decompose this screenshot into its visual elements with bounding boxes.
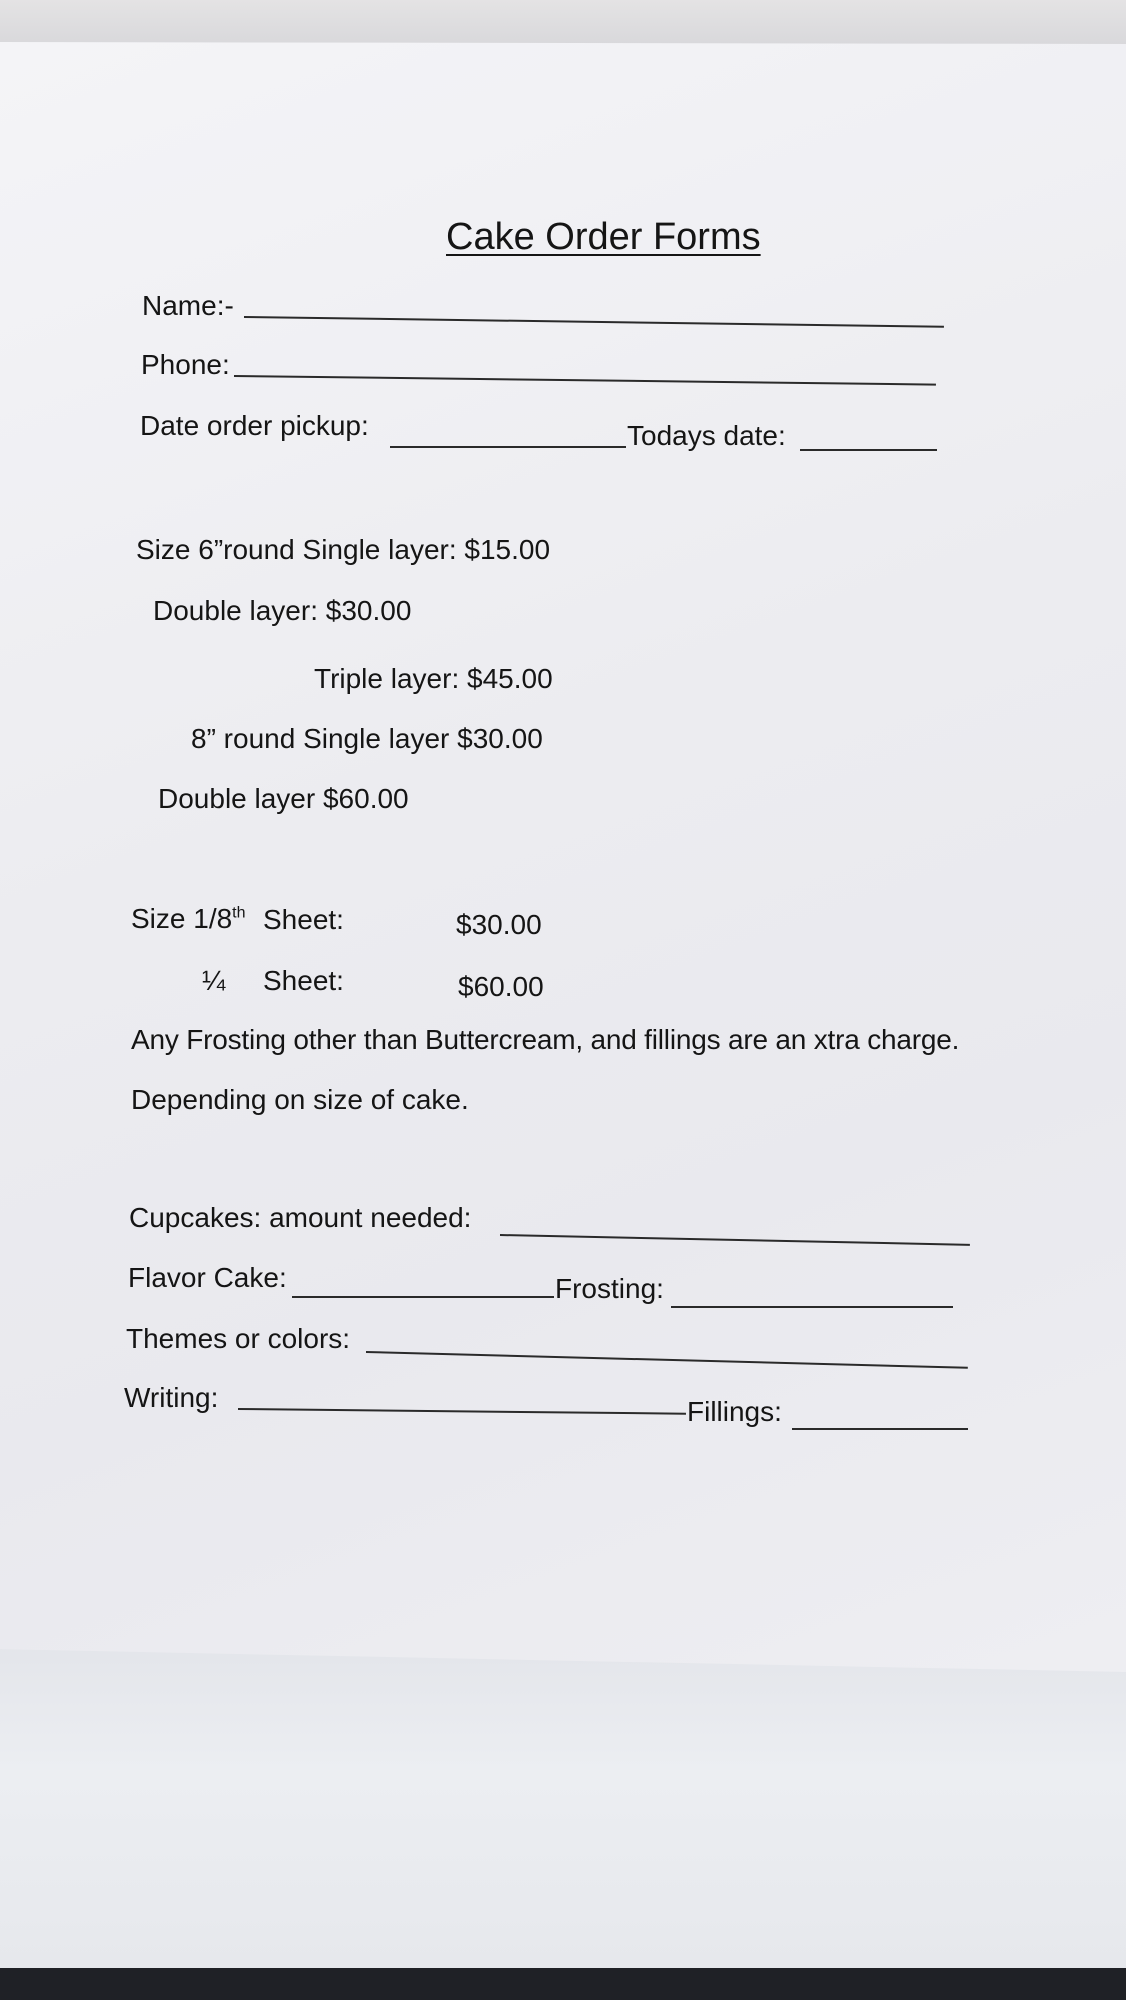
eighth-sheet-size-text: Size 1/8	[131, 903, 233, 934]
eight-inch-double-layer: Double layer $60.00	[158, 783, 409, 814]
flavor-cake-label: Flavor Cake:	[128, 1262, 287, 1293]
fillings-input-line[interactable]	[792, 1428, 968, 1430]
frosting-extra-charge-note: Any Frosting other than Buttercream, and fillings are an xtra charge.	[131, 1024, 960, 1055]
todays-date-input-line[interactable]	[800, 449, 937, 451]
eight-inch-single-layer: 8” round Single layer $30.00	[191, 723, 543, 754]
table-surface	[0, 1640, 1126, 1970]
six-inch-double-layer: Double layer: $30.00	[153, 595, 412, 626]
eighth-sheet-price: $30.00	[456, 909, 542, 940]
table-edge	[0, 1968, 1126, 2000]
flavor-cake-input-line[interactable]	[292, 1296, 554, 1298]
pickup-date-input-line[interactable]	[390, 446, 626, 448]
pickup-date-label: Date order pickup:	[140, 410, 369, 441]
themes-colors-label: Themes or colors:	[126, 1323, 351, 1354]
quarter-sheet-label: Sheet:	[263, 965, 344, 996]
six-inch-triple-layer: Triple layer: $45.00	[314, 663, 553, 694]
form-title: Cake Order Forms	[446, 216, 761, 258]
size-dependency-note: Depending on size of cake.	[131, 1084, 469, 1115]
name-label: Name:-	[142, 290, 234, 321]
fillings-label: Fillings:	[687, 1396, 782, 1427]
eighth-sheet-size	[131, 905, 246, 933]
quarter-sheet-price: $60.00	[458, 971, 544, 1002]
six-inch-single-layer: Size 6”round Single layer: $15.00	[136, 534, 551, 565]
cupcakes-label: Cupcakes: amount needed:	[129, 1202, 472, 1233]
todays-date-label: Todays date:	[627, 420, 786, 451]
writing-label: Writing:	[124, 1382, 219, 1413]
quarter-sheet-fraction: ¼	[202, 965, 226, 996]
frosting-input-line[interactable]	[671, 1306, 953, 1308]
phone-label: Phone:	[141, 349, 230, 380]
eighth-sheet-label: Sheet:	[263, 904, 344, 935]
frosting-label: Frosting:	[555, 1273, 664, 1304]
eighth-sheet-superscript: th	[232, 904, 246, 922]
